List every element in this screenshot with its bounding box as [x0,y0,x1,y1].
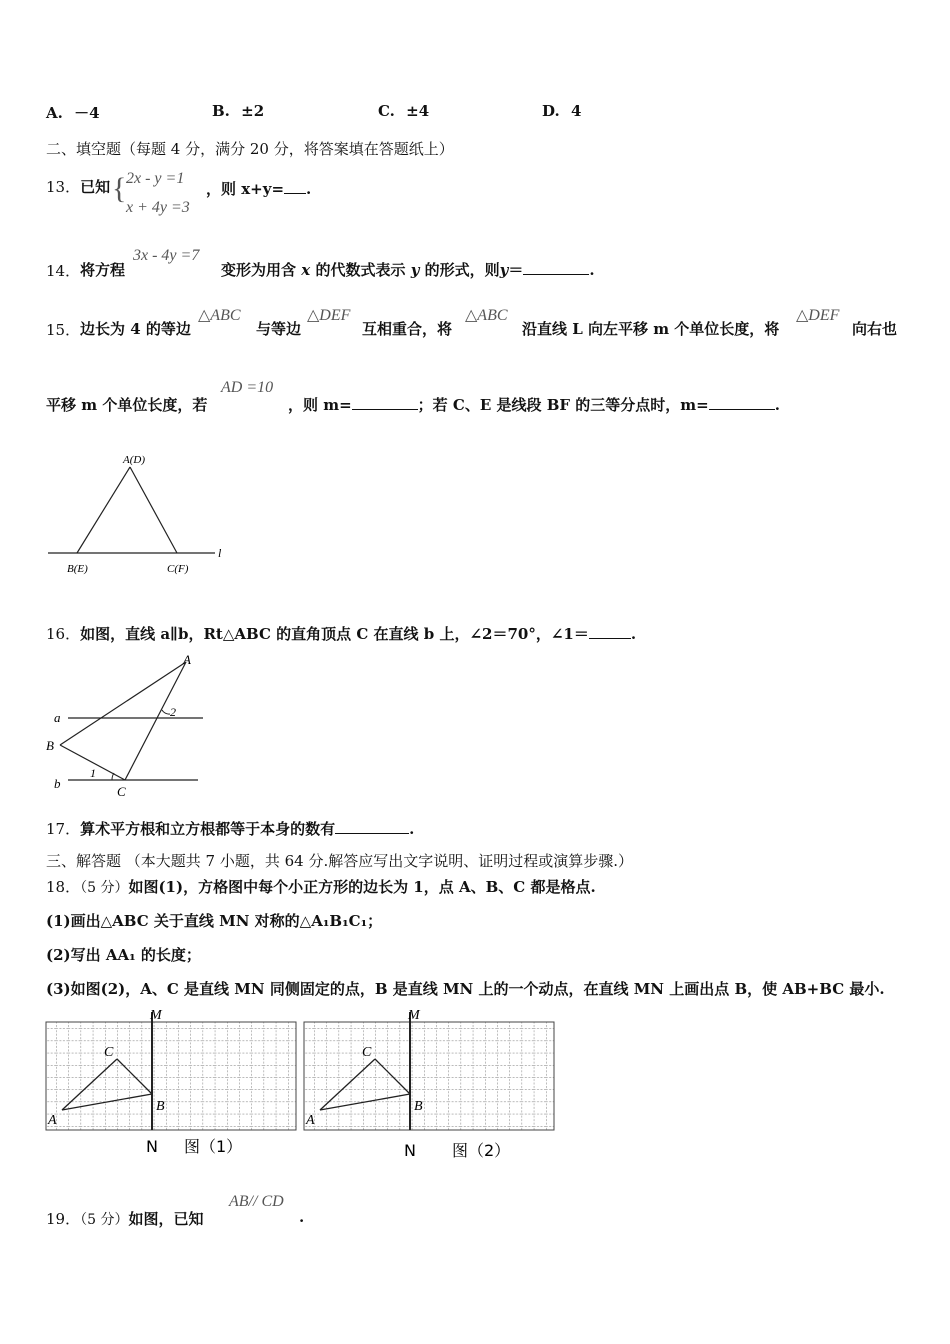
label-N: N [404,1141,416,1160]
q13-brace: { [112,172,127,205]
label-C: C [104,1045,114,1060]
caption-1: 图（1） [184,1137,243,1156]
q13-number: 13． [46,178,81,196]
label-B: B [46,738,54,753]
q15-answer-blank-1[interactable] [352,395,418,410]
q19-end: . [299,1208,305,1226]
section-3-title: 三、解答题 （本大题共 7 小题，共 64 分.解答应写出文字说明、证明过程或演算步骤.） [46,852,634,870]
side-ba [60,662,186,745]
q15-t4: 沿直线 L 向左平移 m 个单位长度，将 [522,320,780,338]
label-l: l [218,546,222,560]
label-C: C [362,1045,372,1060]
question-19: 19．（5 分）如图，已知 [46,1210,204,1228]
q13-eq2: x + 4y =3 [126,199,190,216]
q13-suffix: ，则 x+y= . [206,180,312,198]
q15-abc: △ABC [198,307,241,324]
label-M: M [408,1008,420,1023]
q18-part-2: (2)写出 AA₁ 的长度； [46,946,201,964]
q15-def2: △DEF [796,307,840,324]
angle-2-arc [162,710,170,714]
side-ac [125,662,186,780]
label-B: B [414,1099,423,1114]
q14-equation: 3x - 4y =7 [133,247,200,264]
q15-abc2: △ABC [465,307,508,324]
q13-eq1: 2x - y =1 [126,170,185,187]
side-ac [130,467,177,553]
q14-text: 变形为用含 x 的代数式表示 y 的形式，则y＝ . [221,261,595,279]
q15-def: △DEF [307,307,351,324]
q15-line2-t1: 平移 m 个单位长度，若 [46,396,208,414]
grid [46,1022,296,1130]
q19-math: AB// CD [229,1193,284,1210]
label-M: M [150,1008,162,1023]
q15-ad: AD =10 [221,379,274,396]
q15-t3: 互相重合，将 [362,320,453,338]
question-13 [46,176,110,197]
label-a-d: A(D) [123,454,145,466]
q15-t5: 向右也 [852,320,898,338]
section-2-title: 二、填空题（每题 4 分，满分 20 分，将答案填在答题纸上） [46,140,454,158]
label-angle-1: 1 [90,766,96,780]
label-b-line: b [54,776,61,791]
q14-prefix: 将方程 [80,261,126,279]
question-17: 17．算术平方根和立方根都等于本身的数有 . [46,820,415,838]
q13-answer-blank[interactable] [284,179,306,194]
label-A: A [183,652,191,667]
question-18: 18．（5 分）如图(1)，方格图中每个小正方形的边长为 1，点 A、B、C 都是格点. [46,878,596,896]
figure-16 [40,648,210,800]
figure-15 [40,445,240,580]
q15-number: 15． [46,321,81,339]
question-16: 16．如图，直线 a∥b，Rt△ABC 的直角顶点 C 在直线 b 上，∠2＝70°，∠1＝ . [46,625,637,643]
q16-answer-blank[interactable] [589,624,631,639]
label-b-e: B(E) [67,563,88,575]
q17-answer-blank[interactable] [335,819,409,834]
q18-part-3: (3)如图(2)，A、C 是直线 MN 同侧固定的点，B 是直线 MN 上的一个动点，在直线 MN 上画出点 B，使 AB+BC 最小. [46,980,885,998]
option-b: B. ±2 [212,102,265,120]
caption-2: 图（2） [452,1141,511,1160]
q14-answer-blank[interactable] [523,260,589,275]
option-c: C. ±4 [378,102,430,120]
label-B: B [156,1099,165,1114]
angle-1-arc [112,773,114,780]
label-A: A [48,1113,57,1128]
label-a-line: a [54,710,61,725]
q13-prefix: 已知 [80,178,111,196]
label-A: A [306,1113,315,1128]
q15-t1: 边长为 4 的等边 [80,320,191,338]
label-angle-2: 2 [170,705,176,719]
option-d: D. 4 [542,102,582,120]
figure-18-1 [44,1004,300,1162]
side-ab [77,467,130,553]
q14-number: 14． [46,262,81,280]
q15-answer-blank-2[interactable] [709,395,775,410]
q18-part-1: (1)画出△ABC 关于直线 MN 对称的△A₁B₁C₁； [46,912,383,930]
grid [304,1022,554,1130]
label-N: N [146,1137,158,1156]
q15-line2-rest: ，则 m= ；若 C、E 是线段 BF 的三等分点时，m= . [288,396,780,414]
q15-t2: 与等边 [256,320,302,338]
option-a: A. －4 [46,104,100,122]
label-c-f: C(F) [167,563,189,575]
figure-18-2 [302,1004,558,1166]
label-C: C [117,784,126,799]
